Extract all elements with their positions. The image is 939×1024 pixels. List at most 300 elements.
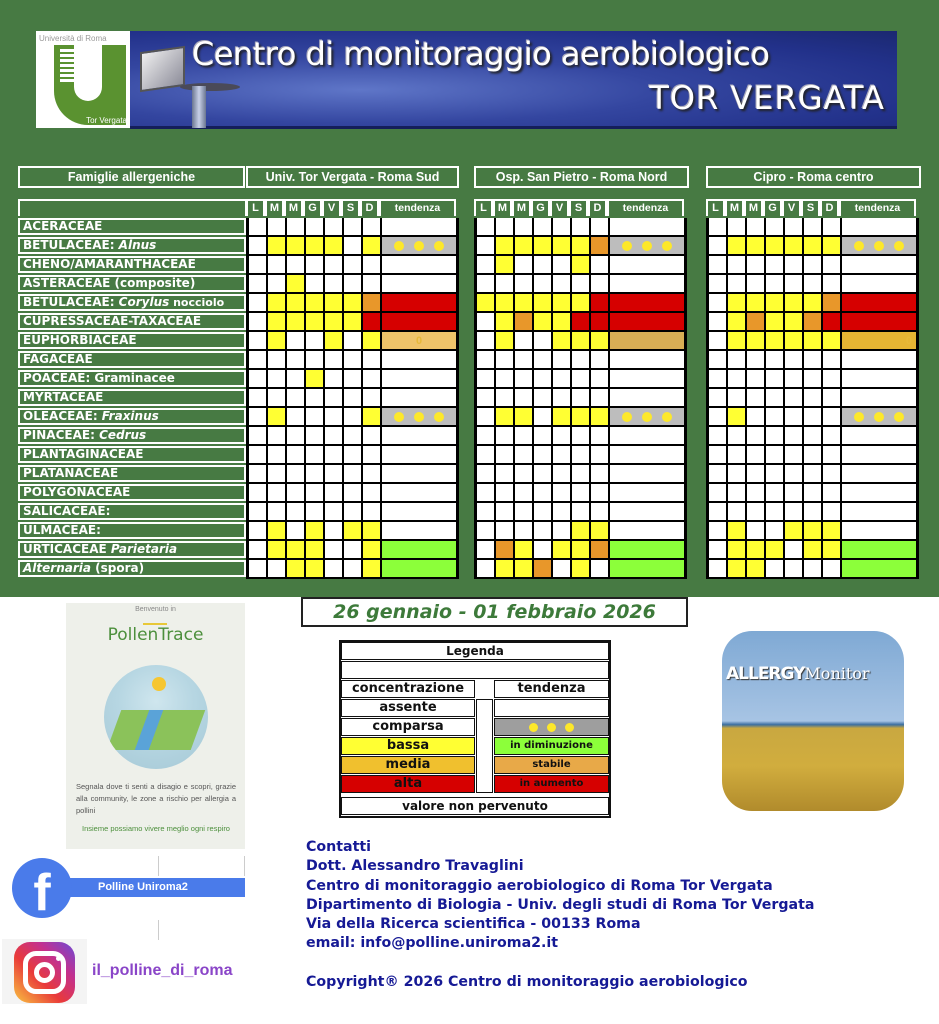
- table-row: [249, 313, 459, 332]
- table-row: [709, 484, 919, 503]
- concentration-cell: [515, 294, 534, 311]
- concentration-cell: [823, 294, 842, 311]
- trend-cell: [842, 427, 919, 444]
- concentration-cell: [785, 237, 804, 254]
- concentration-cell: [249, 484, 268, 501]
- concentration-cell: [785, 256, 804, 273]
- trend-cell: [842, 313, 919, 330]
- concentration-cell: [268, 332, 287, 349]
- concentration-cell: [709, 294, 728, 311]
- concentration-cell: [534, 446, 553, 463]
- concentration-cell: [325, 446, 344, 463]
- concentration-cell: [496, 465, 515, 482]
- concentration-cell: [268, 541, 287, 558]
- pollen-dot-icon: [565, 723, 574, 732]
- table-row: [249, 389, 459, 408]
- table-row: [709, 370, 919, 389]
- trend-cell: [610, 389, 687, 406]
- concentration-cell: [344, 332, 363, 349]
- family-row-label: BETULACEAE: Corylus nocciolo: [18, 294, 247, 311]
- concentration-cell: [823, 560, 842, 577]
- concentration-cell: [534, 389, 553, 406]
- legend-trend-item: [494, 699, 609, 717]
- concentration-cell: [249, 522, 268, 539]
- concentration-cell: [363, 541, 382, 558]
- concentration-cell: [747, 465, 766, 482]
- concentration-cell: [515, 465, 534, 482]
- concentration-cell: [515, 560, 534, 577]
- table-row: [709, 427, 919, 446]
- concentration-cell: [747, 484, 766, 501]
- concentration-cell: [766, 465, 785, 482]
- concentration-cell: [477, 332, 496, 349]
- trend-cell: [610, 351, 687, 368]
- trend-cell: [842, 522, 919, 539]
- legend-concentration-media: media: [341, 756, 475, 774]
- concentration-cell: [515, 313, 534, 330]
- trend-cell: [842, 237, 919, 254]
- concentration-cell: [591, 275, 610, 292]
- concentration-cell: [306, 446, 325, 463]
- concentration-cell: [823, 313, 842, 330]
- trend-cell: [842, 218, 919, 235]
- concentration-cell: [287, 522, 306, 539]
- concentration-cell: [344, 237, 363, 254]
- concentration-cell: [534, 275, 553, 292]
- concentration-cell: [728, 522, 747, 539]
- trend-cell: [382, 465, 459, 482]
- day-header: G: [531, 199, 550, 216]
- pollen-dot-icon: [662, 412, 672, 422]
- pollen-dot-icon: [394, 412, 404, 422]
- concentration-cell: [572, 256, 591, 273]
- station-grid-san-pietro: [474, 199, 687, 579]
- trend-header: tendenza: [839, 199, 916, 216]
- concentration-cell: [766, 560, 785, 577]
- family-row-label: CHENO/AMARANTHACEAE: [18, 256, 247, 273]
- concentration-cell: [496, 484, 515, 501]
- concentration-cell: [747, 275, 766, 292]
- concentration-cell: [325, 351, 344, 368]
- concentration-cell: [306, 351, 325, 368]
- concentration-cell: [823, 446, 842, 463]
- concentration-cell: [249, 465, 268, 482]
- concentration-cell: [823, 484, 842, 501]
- concentration-cell: [363, 370, 382, 387]
- concentration-cell: [287, 465, 306, 482]
- legend-title: Legenda: [341, 642, 609, 660]
- instagram-link[interactable]: [2, 939, 247, 1004]
- concentration-cell: [553, 332, 572, 349]
- pollen-dot-icon: [874, 241, 884, 251]
- legend-trend-item: in aumento: [494, 775, 609, 793]
- concentration-cell: [804, 256, 823, 273]
- concentration-cell: [249, 313, 268, 330]
- facebook-label[interactable]: Polline Uniroma2: [68, 878, 245, 897]
- concentration-cell: [709, 370, 728, 387]
- concentration-cell: [344, 294, 363, 311]
- table-row: [477, 370, 687, 389]
- concentration-cell: [363, 560, 382, 577]
- logo-top-text: Università di Roma: [39, 34, 107, 43]
- table-row: [477, 408, 687, 427]
- concentration-cell: [766, 446, 785, 463]
- logo-bottom-text: Tor Vergata: [86, 116, 127, 125]
- table-row: [709, 256, 919, 275]
- concentration-cell: [534, 256, 553, 273]
- concentration-cell: [785, 522, 804, 539]
- concentration-cell: [477, 389, 496, 406]
- concentration-cell: [804, 484, 823, 501]
- trend-cell: [842, 408, 919, 425]
- concentration-cell: [287, 560, 306, 577]
- concentration-cell: [572, 370, 591, 387]
- concentration-cell: [728, 313, 747, 330]
- concentration-cell: [306, 427, 325, 444]
- concentration-cell: [344, 275, 363, 292]
- concentration-cell: [747, 313, 766, 330]
- concentration-cell: [823, 332, 842, 349]
- concentration-cell: [785, 541, 804, 558]
- concentration-cell: [534, 484, 553, 501]
- concentration-cell: [268, 427, 287, 444]
- concentration-cell: [553, 351, 572, 368]
- legend: [339, 640, 611, 818]
- concentration-cell: [591, 427, 610, 444]
- table-row: [477, 313, 687, 332]
- concentration-cell: [515, 218, 534, 235]
- concentration-cell: [363, 294, 382, 311]
- concentration-cell: [823, 389, 842, 406]
- concentration-cell: [496, 446, 515, 463]
- concentration-cell: [496, 541, 515, 558]
- concentration-cell: [496, 427, 515, 444]
- concentration-cell: [534, 332, 553, 349]
- concentration-cell: [268, 560, 287, 577]
- concentration-cell: [709, 408, 728, 425]
- concentration-cell: [747, 522, 766, 539]
- concentration-cell: [766, 541, 785, 558]
- concentration-cell: [363, 389, 382, 406]
- concentration-cell: [477, 446, 496, 463]
- table-row: [249, 332, 459, 351]
- concentration-cell: [344, 218, 363, 235]
- pollen-dot-icon: [854, 412, 864, 422]
- concentration-cell: [572, 408, 591, 425]
- instagram-icon[interactable]: [14, 942, 75, 1003]
- table-row: [249, 484, 459, 503]
- concentration-cell: [268, 218, 287, 235]
- legend-trend-item: stabile: [494, 756, 609, 774]
- concentration-cell: [249, 408, 268, 425]
- concentration-cell: [785, 465, 804, 482]
- trend-cell: [382, 389, 459, 406]
- concentration-cell: [766, 351, 785, 368]
- table-row: [249, 465, 459, 484]
- concentration-cell: [823, 351, 842, 368]
- concentration-cell: [477, 503, 496, 520]
- concentration-cell: [363, 446, 382, 463]
- day-header: M: [265, 199, 284, 216]
- trend-cell: [610, 237, 687, 254]
- allergy-monitor-app-icon[interactable]: [722, 631, 904, 811]
- concentration-cell: [804, 560, 823, 577]
- concentration-cell: [306, 484, 325, 501]
- concentration-cell: [766, 408, 785, 425]
- concentration-cell: [363, 408, 382, 425]
- concentration-cell: [728, 465, 747, 482]
- concentration-cell: [747, 446, 766, 463]
- contact-department: Dipartimento di Biologia - Univ. degli studi di Roma Tor Vergata: [306, 896, 815, 913]
- concentration-cell: [747, 389, 766, 406]
- day-header: S: [801, 199, 820, 216]
- concentration-cell: [553, 408, 572, 425]
- concentration-cell: [268, 313, 287, 330]
- trend-cell: [610, 427, 687, 444]
- family-row-label: FAGACEAE: [18, 351, 247, 368]
- concentration-cell: [515, 446, 534, 463]
- instagram-label[interactable]: il_polline_di_roma: [92, 962, 233, 979]
- trend-cell: [382, 560, 459, 577]
- concentration-cell: [709, 522, 728, 539]
- trend-cell: [382, 275, 459, 292]
- day-header: M: [493, 199, 512, 216]
- concentration-cell: [287, 218, 306, 235]
- university-logo: [36, 31, 130, 128]
- pollen-dot-icon: [529, 723, 538, 732]
- table-row: [477, 522, 687, 541]
- concentration-cell: [823, 465, 842, 482]
- concentration-cell: [363, 256, 382, 273]
- concentration-cell: [325, 522, 344, 539]
- concentration-cell: [709, 465, 728, 482]
- concentration-cell: [268, 237, 287, 254]
- trend-cell: [610, 560, 687, 577]
- table-row: [709, 541, 919, 560]
- concentration-cell: [325, 465, 344, 482]
- concentration-cell: [728, 351, 747, 368]
- concentration-cell: [306, 389, 325, 406]
- legend-concentration-header: concentrazione: [341, 680, 475, 698]
- concentration-cell: [363, 484, 382, 501]
- concentration-cell: [785, 560, 804, 577]
- table-row: [477, 332, 687, 351]
- concentration-cell: [728, 427, 747, 444]
- concentration-cell: [477, 522, 496, 539]
- table-row: [709, 389, 919, 408]
- trend-cell: [842, 294, 919, 311]
- concentration-cell: [344, 313, 363, 330]
- concentration-cell: [306, 408, 325, 425]
- concentration-cell: [534, 237, 553, 254]
- day-header: D: [820, 199, 839, 216]
- concentration-cell: [249, 541, 268, 558]
- concentration-cell: [344, 256, 363, 273]
- trend-header: tendenza: [607, 199, 684, 216]
- family-row-label: ULMACEAE:: [18, 522, 247, 539]
- table-row: [249, 560, 459, 579]
- station-grid-cipro: [706, 199, 919, 579]
- facebook-link[interactable]: [12, 858, 245, 920]
- concentration-cell: [249, 351, 268, 368]
- pollen-dot-icon: [894, 241, 904, 251]
- concentration-cell: [268, 408, 287, 425]
- trend-cell: [382, 522, 459, 539]
- concentration-cell: [534, 370, 553, 387]
- concentration-cell: [804, 389, 823, 406]
- concentration-cell: [591, 408, 610, 425]
- day-headers: [706, 199, 919, 216]
- concentration-cell: [553, 294, 572, 311]
- table-row: [477, 427, 687, 446]
- concentration-cell: [785, 370, 804, 387]
- concentration-cell: [268, 351, 287, 368]
- pollentrace-welcome: Benvenuto in: [135, 606, 176, 613]
- pollen-dot-icon: [394, 241, 404, 251]
- concentration-cell: [515, 503, 534, 520]
- concentration-cell: [728, 484, 747, 501]
- pollen-dot-icon: [894, 412, 904, 422]
- concentration-cell: [747, 560, 766, 577]
- concentration-cell: [766, 370, 785, 387]
- concentration-cell: [572, 313, 591, 330]
- pollentrace-description: Segnala dove ti senti a disagio e scopri, grazie alla community, le zone a rischio per allergia a pollini: [76, 782, 236, 815]
- day-header: S: [569, 199, 588, 216]
- concentration-grid: [474, 218, 687, 579]
- concentration-cell: [268, 484, 287, 501]
- concentration-cell: [709, 332, 728, 349]
- trend-cell: [382, 503, 459, 520]
- trend-cell: [382, 484, 459, 501]
- trend-cell: [610, 332, 687, 349]
- concentration-cell: [268, 370, 287, 387]
- pollentrace-card[interactable]: [66, 603, 245, 849]
- trend-cell: [382, 332, 459, 349]
- concentration-cell: [766, 484, 785, 501]
- concentration-cell: [477, 560, 496, 577]
- allergy-monitor-brand: ALLERGY: [726, 664, 805, 684]
- concentration-cell: [804, 275, 823, 292]
- concentration-cell: [785, 351, 804, 368]
- concentration-cell: [823, 522, 842, 539]
- concentration-cell: [344, 465, 363, 482]
- contact-email[interactable]: email: info@polline.uniroma2.it: [306, 935, 559, 952]
- family-row-label: ACERACEAE: [18, 218, 247, 235]
- concentration-grid: [246, 218, 459, 579]
- concentration-cell: [804, 237, 823, 254]
- concentration-cell: [572, 237, 591, 254]
- concentration-cell: [344, 351, 363, 368]
- concentration-cell: [728, 446, 747, 463]
- concentration-cell: [496, 275, 515, 292]
- concentration-cell: [325, 313, 344, 330]
- concentration-cell: [306, 218, 325, 235]
- concentration-cell: [553, 256, 572, 273]
- concentration-cell: [515, 408, 534, 425]
- concentration-cell: [306, 294, 325, 311]
- concentration-cell: [709, 427, 728, 444]
- trend-cell: [842, 256, 919, 273]
- concentration-cell: [515, 351, 534, 368]
- contact-address: Via della Ricerca scientifica - 00133 Roma: [306, 916, 641, 933]
- concentration-cell: [785, 408, 804, 425]
- concentration-cell: [268, 503, 287, 520]
- concentration-cell: [747, 332, 766, 349]
- day-headers: [246, 199, 459, 216]
- day-header: V: [322, 199, 341, 216]
- concentration-cell: [363, 332, 382, 349]
- contact-name: Dott. Alessandro Travaglini: [306, 858, 524, 875]
- concentration-cell: [709, 256, 728, 273]
- concentration-cell: [477, 256, 496, 273]
- concentration-cell: [515, 427, 534, 444]
- concentration-cell: [709, 446, 728, 463]
- trend-cell: [382, 256, 459, 273]
- concentration-cell: [477, 370, 496, 387]
- concentration-cell: [572, 275, 591, 292]
- concentration-cell: [747, 294, 766, 311]
- trend-cell: [610, 503, 687, 520]
- concentration-cell: [287, 294, 306, 311]
- table-row: [477, 294, 687, 313]
- concentration-cell: [591, 370, 610, 387]
- table-row: [249, 541, 459, 560]
- concentration-cell: [325, 332, 344, 349]
- concentration-cell: [747, 427, 766, 444]
- trend-cell: [382, 370, 459, 387]
- concentration-cell: [591, 332, 610, 349]
- concentration-cell: [785, 446, 804, 463]
- concentration-cell: [363, 465, 382, 482]
- concentration-cell: [363, 427, 382, 444]
- day-header: L: [706, 199, 725, 216]
- concentration-cell: [572, 294, 591, 311]
- pollen-dot-icon: [414, 241, 424, 251]
- concentration-cell: [728, 237, 747, 254]
- concentration-cell: [515, 370, 534, 387]
- concentration-cell: [591, 541, 610, 558]
- concentration-cell: [747, 256, 766, 273]
- concentration-cell: [249, 389, 268, 406]
- families-header: Famiglie allergeniche: [18, 166, 245, 188]
- concentration-cell: [572, 446, 591, 463]
- trend-cell: [610, 541, 687, 558]
- concentration-cell: [325, 560, 344, 577]
- concentration-cell: [553, 275, 572, 292]
- concentration-cell: [572, 484, 591, 501]
- concentration-cell: [785, 275, 804, 292]
- table-row: [709, 294, 919, 313]
- concentration-cell: [325, 275, 344, 292]
- concentration-cell: [515, 332, 534, 349]
- trend-cell: [610, 256, 687, 273]
- pollen-trap-icon: [140, 46, 185, 92]
- day-headers: [474, 199, 687, 216]
- concentration-cell: [804, 218, 823, 235]
- concentration-cell: [823, 237, 842, 254]
- concentration-cell: [287, 541, 306, 558]
- concentration-cell: [785, 313, 804, 330]
- table-row: [709, 275, 919, 294]
- concentration-cell: [766, 332, 785, 349]
- legend-concentration-alta: alta: [341, 775, 475, 793]
- concentration-cell: [363, 275, 382, 292]
- concentration-grid: [706, 218, 919, 579]
- facebook-icon[interactable]: f: [12, 858, 72, 918]
- copyright: Copyright® 2026 Centro di monitoraggio aerobiologico: [306, 973, 748, 990]
- table-row: [709, 522, 919, 541]
- concentration-cell: [553, 389, 572, 406]
